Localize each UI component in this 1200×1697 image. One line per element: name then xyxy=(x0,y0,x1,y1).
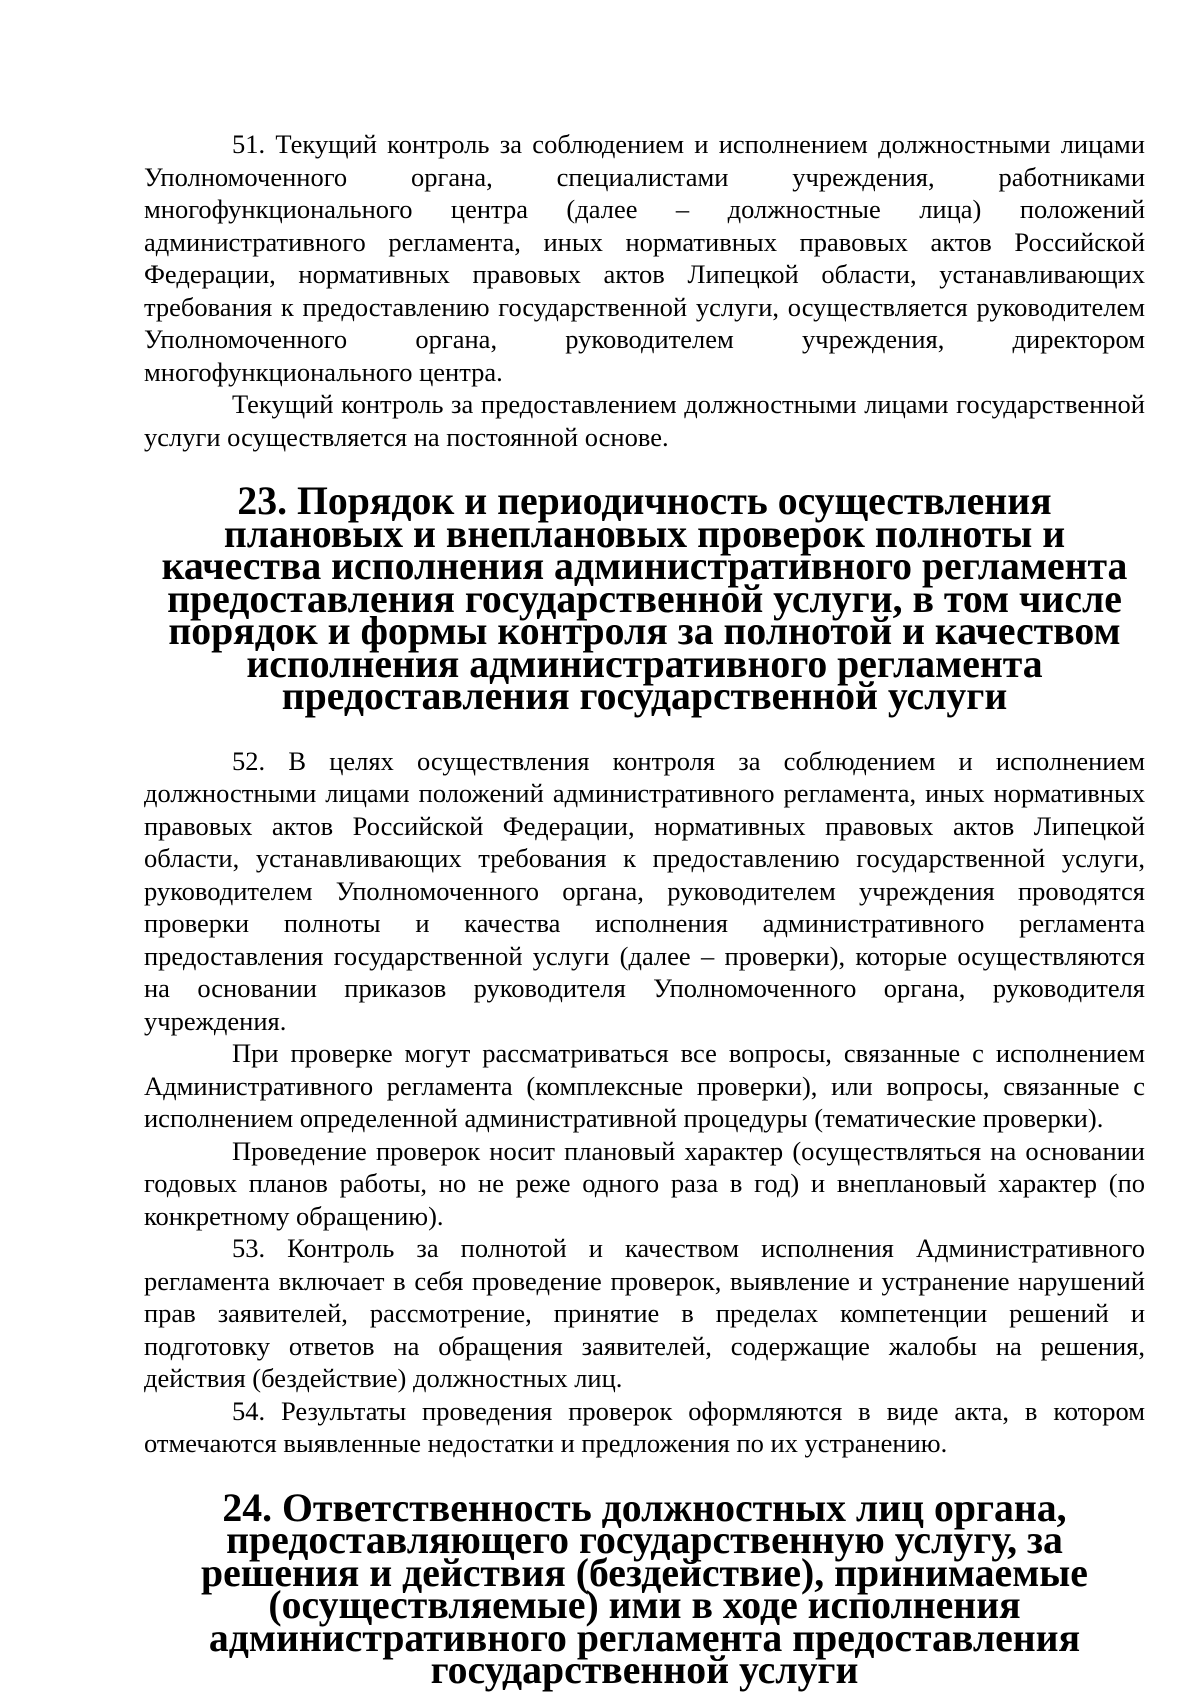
paragraph-54: 54. Результаты проведения проверок оформляются в виде акта, в котором отмечаются выявленные недостатки и предложения по их устранению. xyxy=(144,1395,1145,1458)
paragraph-51: 51. Текущий контроль за соблюдением и исполнением должностными лицами Уполномоченного органа, специалистами учреждения, работниками многофункционального центра (далее – должностные лица) положений административного регламента, иных нормативных правовых актов Российской Федерации, нормативных правовых актов Липецкой области, устанавливающих требования к предоставлению государственной услуги, осуществляется руководителем Уполномоченного органа, руководителем учреждения, директором многофункционального центра. xyxy=(144,129,1145,387)
paragraph-52-inspection-scope: При проверке могут рассматриваться все вопросы, связанные с исполнением Административного регламента (комплексные проверки), или вопросы, связанные с исполнением определенной административной процедуры (тематические проверки). xyxy=(144,1038,1145,1133)
paragraph-52: 52. В целях осуществления контроля за соблюдением и исполнением должностными лицами положений административного регламента, иных нормативных правовых актов Российской Федерации, нормативных правовых актов Липецкой области, устанавливающих требования к предоставлению государственной услуги, руководителем Уполномоченного органа, руководителем учреждения проводятся проверки полноты и качества исполнения административного регламента предоставления государственной услуги (далее – проверки), которые осуществляются на основании приказов руководителя Уполномоченного органа, руководителя учреждения. xyxy=(144,745,1145,1036)
section-heading-23: 23. Порядок и периодичность осуществления плановых и внеплановых проверок полноты и качества исполнения административного регламента предоставления государственной услуги, в том числе порядок и формы контроля за полнотой и качеством исполнения административного регламента предоставления государственной услуги xyxy=(161,479,1128,718)
section-heading-24: 24. Ответственность должностных лиц органа, предоставляющего государственную услугу, за решения и действия (бездействие), принимаемые (осуществляемые) ими в ходе исполнения административного регламента предоставления государственной услуги xyxy=(201,1485,1088,1692)
paragraph-52-inspection-type: Проведение проверок носит плановый характер (осуществляться на основании годовых планов работы, но не реже одного раза в год) и внеплановый характер (по конкретному обращению). xyxy=(144,1135,1145,1231)
paragraph-53: 53. Контроль за полнотой и качеством исполнения Административного регламента включает в себя проведение проверок, выявление и устранение нарушений прав заявителей, рассмотрение, принятие в пределах компетенции решений и подготовку ответов на обращения заявителей, содержащие жалобы на решения, действия (бездействие) должностных лиц. xyxy=(144,1233,1145,1393)
document-page xyxy=(144,128,1145,1692)
paragraph-51-continuation: Текущий контроль за предоставлением должностными лицами государственной услуги осуществляется на постоянной основе. xyxy=(144,389,1145,452)
